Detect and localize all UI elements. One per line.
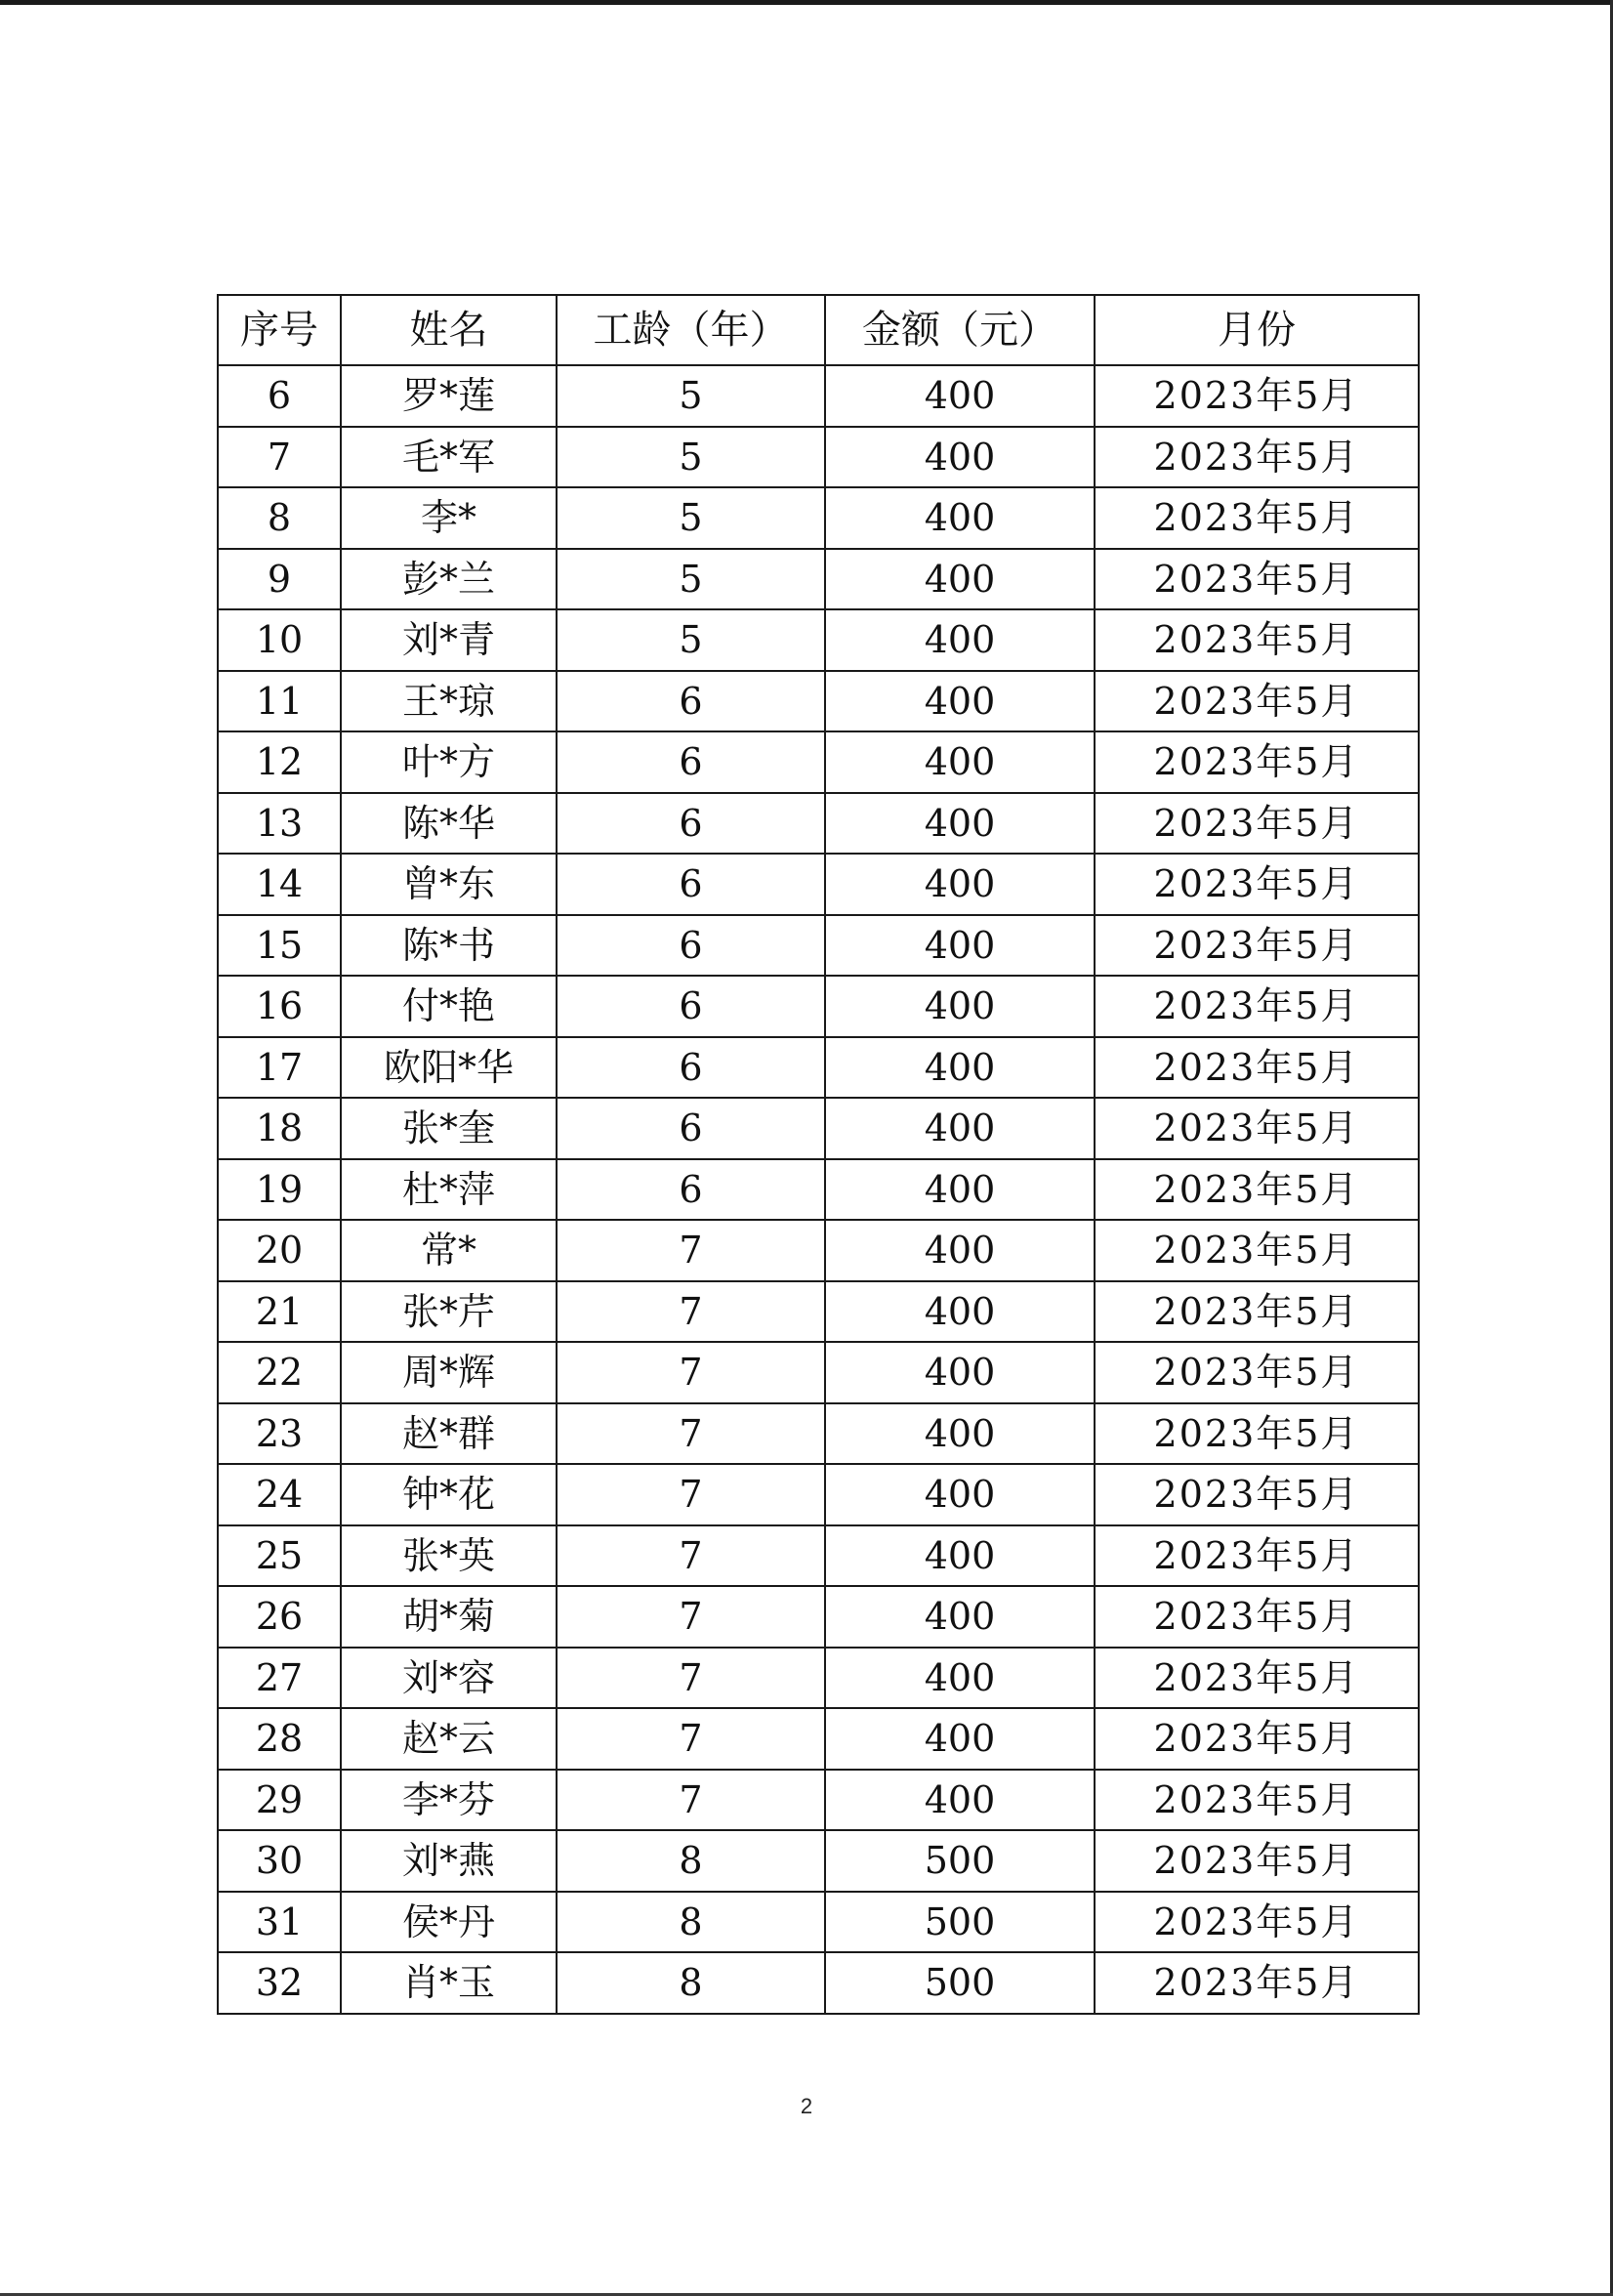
cell-month: 2023年5月 [1095, 1403, 1419, 1465]
cell-index: 31 [218, 1892, 341, 1953]
table-row [218, 1464, 1419, 1525]
cell-index: 28 [218, 1708, 341, 1770]
cell-month: 2023年5月 [1095, 1037, 1419, 1099]
cell-amount: 400 [825, 1586, 1095, 1648]
table-row [218, 1159, 1419, 1221]
cell-index: 6 [218, 365, 341, 427]
cell-seniority: 6 [557, 1159, 825, 1221]
cell-name: 刘*燕 [341, 1830, 557, 1892]
cell-month: 2023年5月 [1095, 1159, 1419, 1221]
cell-amount: 400 [825, 609, 1095, 671]
cell-name: 陈*书 [341, 915, 557, 977]
cell-index: 29 [218, 1770, 341, 1831]
header-amount: 金额（元） [825, 295, 1095, 365]
cell-index: 12 [218, 731, 341, 793]
header-name: 姓名 [341, 295, 557, 365]
cell-index: 30 [218, 1830, 341, 1892]
cell-seniority: 6 [557, 671, 825, 732]
cell-month: 2023年5月 [1095, 671, 1419, 732]
cell-index: 16 [218, 976, 341, 1037]
cell-amount: 400 [825, 1037, 1095, 1099]
cell-index: 20 [218, 1220, 341, 1281]
cell-amount: 400 [825, 1159, 1095, 1221]
cell-index: 7 [218, 427, 341, 488]
cell-amount: 400 [825, 854, 1095, 915]
cell-index: 23 [218, 1403, 341, 1465]
cell-month: 2023年5月 [1095, 1952, 1419, 2014]
cell-month: 2023年5月 [1095, 1648, 1419, 1709]
cell-amount: 400 [825, 1403, 1095, 1465]
cell-index: 10 [218, 609, 341, 671]
table-row [218, 1098, 1419, 1159]
cell-seniority: 7 [557, 1708, 825, 1770]
cell-amount: 400 [825, 1220, 1095, 1281]
cell-name: 王*琼 [341, 671, 557, 732]
cell-index: 26 [218, 1586, 341, 1648]
cell-month: 2023年5月 [1095, 1281, 1419, 1343]
table-row [218, 1830, 1419, 1892]
cell-name: 胡*菊 [341, 1586, 557, 1648]
cell-month: 2023年5月 [1095, 487, 1419, 549]
cell-month: 2023年5月 [1095, 1708, 1419, 1770]
cell-name: 李*芬 [341, 1770, 557, 1831]
cell-amount: 400 [825, 1464, 1095, 1525]
cell-name: 付*艳 [341, 976, 557, 1037]
table-row [218, 1037, 1419, 1099]
cell-index: 15 [218, 915, 341, 977]
table-row [218, 1342, 1419, 1403]
cell-name: 杜*萍 [341, 1159, 557, 1221]
cell-index: 11 [218, 671, 341, 732]
cell-name: 欧阳*华 [341, 1037, 557, 1099]
cell-amount: 400 [825, 549, 1095, 610]
cell-month: 2023年5月 [1095, 731, 1419, 793]
cell-seniority: 6 [557, 854, 825, 915]
cell-name: 罗*莲 [341, 365, 557, 427]
cell-amount: 400 [825, 1281, 1095, 1343]
cell-index: 32 [218, 1952, 341, 2014]
table-row [218, 1281, 1419, 1343]
cell-amount: 400 [825, 1098, 1095, 1159]
cell-name: 侯*丹 [341, 1892, 557, 1953]
cell-amount: 500 [825, 1952, 1095, 2014]
cell-month: 2023年5月 [1095, 1830, 1419, 1892]
table-body [218, 365, 1419, 2014]
table-row [218, 793, 1419, 855]
cell-seniority: 7 [557, 1525, 825, 1587]
table-row [218, 427, 1419, 488]
header-seniority: 工龄（年） [557, 295, 825, 365]
table-row [218, 1220, 1419, 1281]
cell-month: 2023年5月 [1095, 609, 1419, 671]
cell-name: 毛*军 [341, 427, 557, 488]
cell-name: 李* [341, 487, 557, 549]
cell-seniority: 7 [557, 1464, 825, 1525]
cell-name: 彭*兰 [341, 549, 557, 610]
cell-seniority: 8 [557, 1892, 825, 1953]
table-row [218, 1770, 1419, 1831]
cell-seniority: 5 [557, 549, 825, 610]
cell-amount: 400 [825, 1708, 1095, 1770]
cell-seniority: 5 [557, 365, 825, 427]
cell-index: 21 [218, 1281, 341, 1343]
cell-month: 2023年5月 [1095, 427, 1419, 488]
cell-name: 钟*花 [341, 1464, 557, 1525]
cell-name: 刘*容 [341, 1648, 557, 1709]
page-number: 2 [800, 2094, 813, 2118]
cell-index: 13 [218, 793, 341, 855]
cell-seniority: 7 [557, 1342, 825, 1403]
cell-month: 2023年5月 [1095, 1892, 1419, 1953]
cell-seniority: 8 [557, 1952, 825, 2014]
cell-name: 赵*群 [341, 1403, 557, 1465]
subsidy-table [217, 294, 1420, 2015]
cell-name: 曾*东 [341, 854, 557, 915]
cell-amount: 400 [825, 427, 1095, 488]
cell-seniority: 5 [557, 609, 825, 671]
cell-name: 叶*方 [341, 731, 557, 793]
table-row [218, 854, 1419, 915]
table-row [218, 976, 1419, 1037]
cell-seniority: 7 [557, 1648, 825, 1709]
cell-name: 肖*玉 [341, 1952, 557, 2014]
cell-name: 陈*华 [341, 793, 557, 855]
table-row [218, 1708, 1419, 1770]
cell-amount: 400 [825, 1342, 1095, 1403]
cell-amount: 400 [825, 365, 1095, 427]
table-row [218, 671, 1419, 732]
cell-index: 14 [218, 854, 341, 915]
cell-index: 24 [218, 1464, 341, 1525]
table-row [218, 1403, 1419, 1465]
cell-month: 2023年5月 [1095, 793, 1419, 855]
cell-amount: 400 [825, 671, 1095, 732]
cell-index: 17 [218, 1037, 341, 1099]
cell-amount: 500 [825, 1830, 1095, 1892]
table-row [218, 731, 1419, 793]
table-header [218, 295, 1419, 365]
cell-seniority: 5 [557, 427, 825, 488]
cell-name: 周*辉 [341, 1342, 557, 1403]
cell-name: 常* [341, 1220, 557, 1281]
table-row [218, 1586, 1419, 1648]
cell-amount: 400 [825, 915, 1095, 977]
cell-amount: 400 [825, 1648, 1095, 1709]
table-row [218, 365, 1419, 427]
header-month: 月份 [1095, 295, 1419, 365]
cell-seniority: 7 [557, 1220, 825, 1281]
cell-seniority: 7 [557, 1281, 825, 1343]
cell-seniority: 6 [557, 915, 825, 977]
cell-seniority: 6 [557, 793, 825, 855]
scan-edge-top [0, 0, 1613, 5]
cell-month: 2023年5月 [1095, 1098, 1419, 1159]
table-row [218, 1952, 1419, 2014]
cell-seniority: 8 [557, 1830, 825, 1892]
cell-amount: 400 [825, 487, 1095, 549]
header-row [218, 295, 1419, 365]
cell-month: 2023年5月 [1095, 1342, 1419, 1403]
cell-name: 张*奎 [341, 1098, 557, 1159]
cell-index: 19 [218, 1159, 341, 1221]
cell-month: 2023年5月 [1095, 1464, 1419, 1525]
cell-index: 27 [218, 1648, 341, 1709]
cell-seniority: 6 [557, 1098, 825, 1159]
cell-index: 8 [218, 487, 341, 549]
cell-month: 2023年5月 [1095, 1586, 1419, 1648]
cell-month: 2023年5月 [1095, 1220, 1419, 1281]
cell-name: 张*芹 [341, 1281, 557, 1343]
cell-amount: 400 [825, 976, 1095, 1037]
cell-seniority: 6 [557, 731, 825, 793]
header-index: 序号 [218, 295, 341, 365]
table-row [218, 1892, 1419, 1953]
table-row [218, 1648, 1419, 1709]
cell-seniority: 7 [557, 1770, 825, 1831]
cell-month: 2023年5月 [1095, 549, 1419, 610]
cell-index: 25 [218, 1525, 341, 1587]
cell-seniority: 7 [557, 1403, 825, 1465]
table-row [218, 549, 1419, 610]
cell-amount: 400 [825, 1525, 1095, 1587]
cell-amount: 400 [825, 1770, 1095, 1831]
cell-month: 2023年5月 [1095, 365, 1419, 427]
cell-index: 22 [218, 1342, 341, 1403]
cell-month: 2023年5月 [1095, 1525, 1419, 1587]
cell-amount: 400 [825, 731, 1095, 793]
cell-month: 2023年5月 [1095, 854, 1419, 915]
cell-seniority: 7 [557, 1586, 825, 1648]
table-row [218, 609, 1419, 671]
cell-amount: 400 [825, 793, 1095, 855]
cell-seniority: 6 [557, 1037, 825, 1099]
cell-month: 2023年5月 [1095, 1770, 1419, 1831]
cell-month: 2023年5月 [1095, 915, 1419, 977]
table-row [218, 487, 1419, 549]
cell-index: 9 [218, 549, 341, 610]
table-row [218, 1525, 1419, 1587]
cell-amount: 500 [825, 1892, 1095, 1953]
cell-seniority: 5 [557, 487, 825, 549]
cell-name: 赵*云 [341, 1708, 557, 1770]
cell-name: 刘*青 [341, 609, 557, 671]
cell-month: 2023年5月 [1095, 976, 1419, 1037]
cell-index: 18 [218, 1098, 341, 1159]
cell-seniority: 6 [557, 976, 825, 1037]
table-row [218, 915, 1419, 977]
cell-name: 张*英 [341, 1525, 557, 1587]
